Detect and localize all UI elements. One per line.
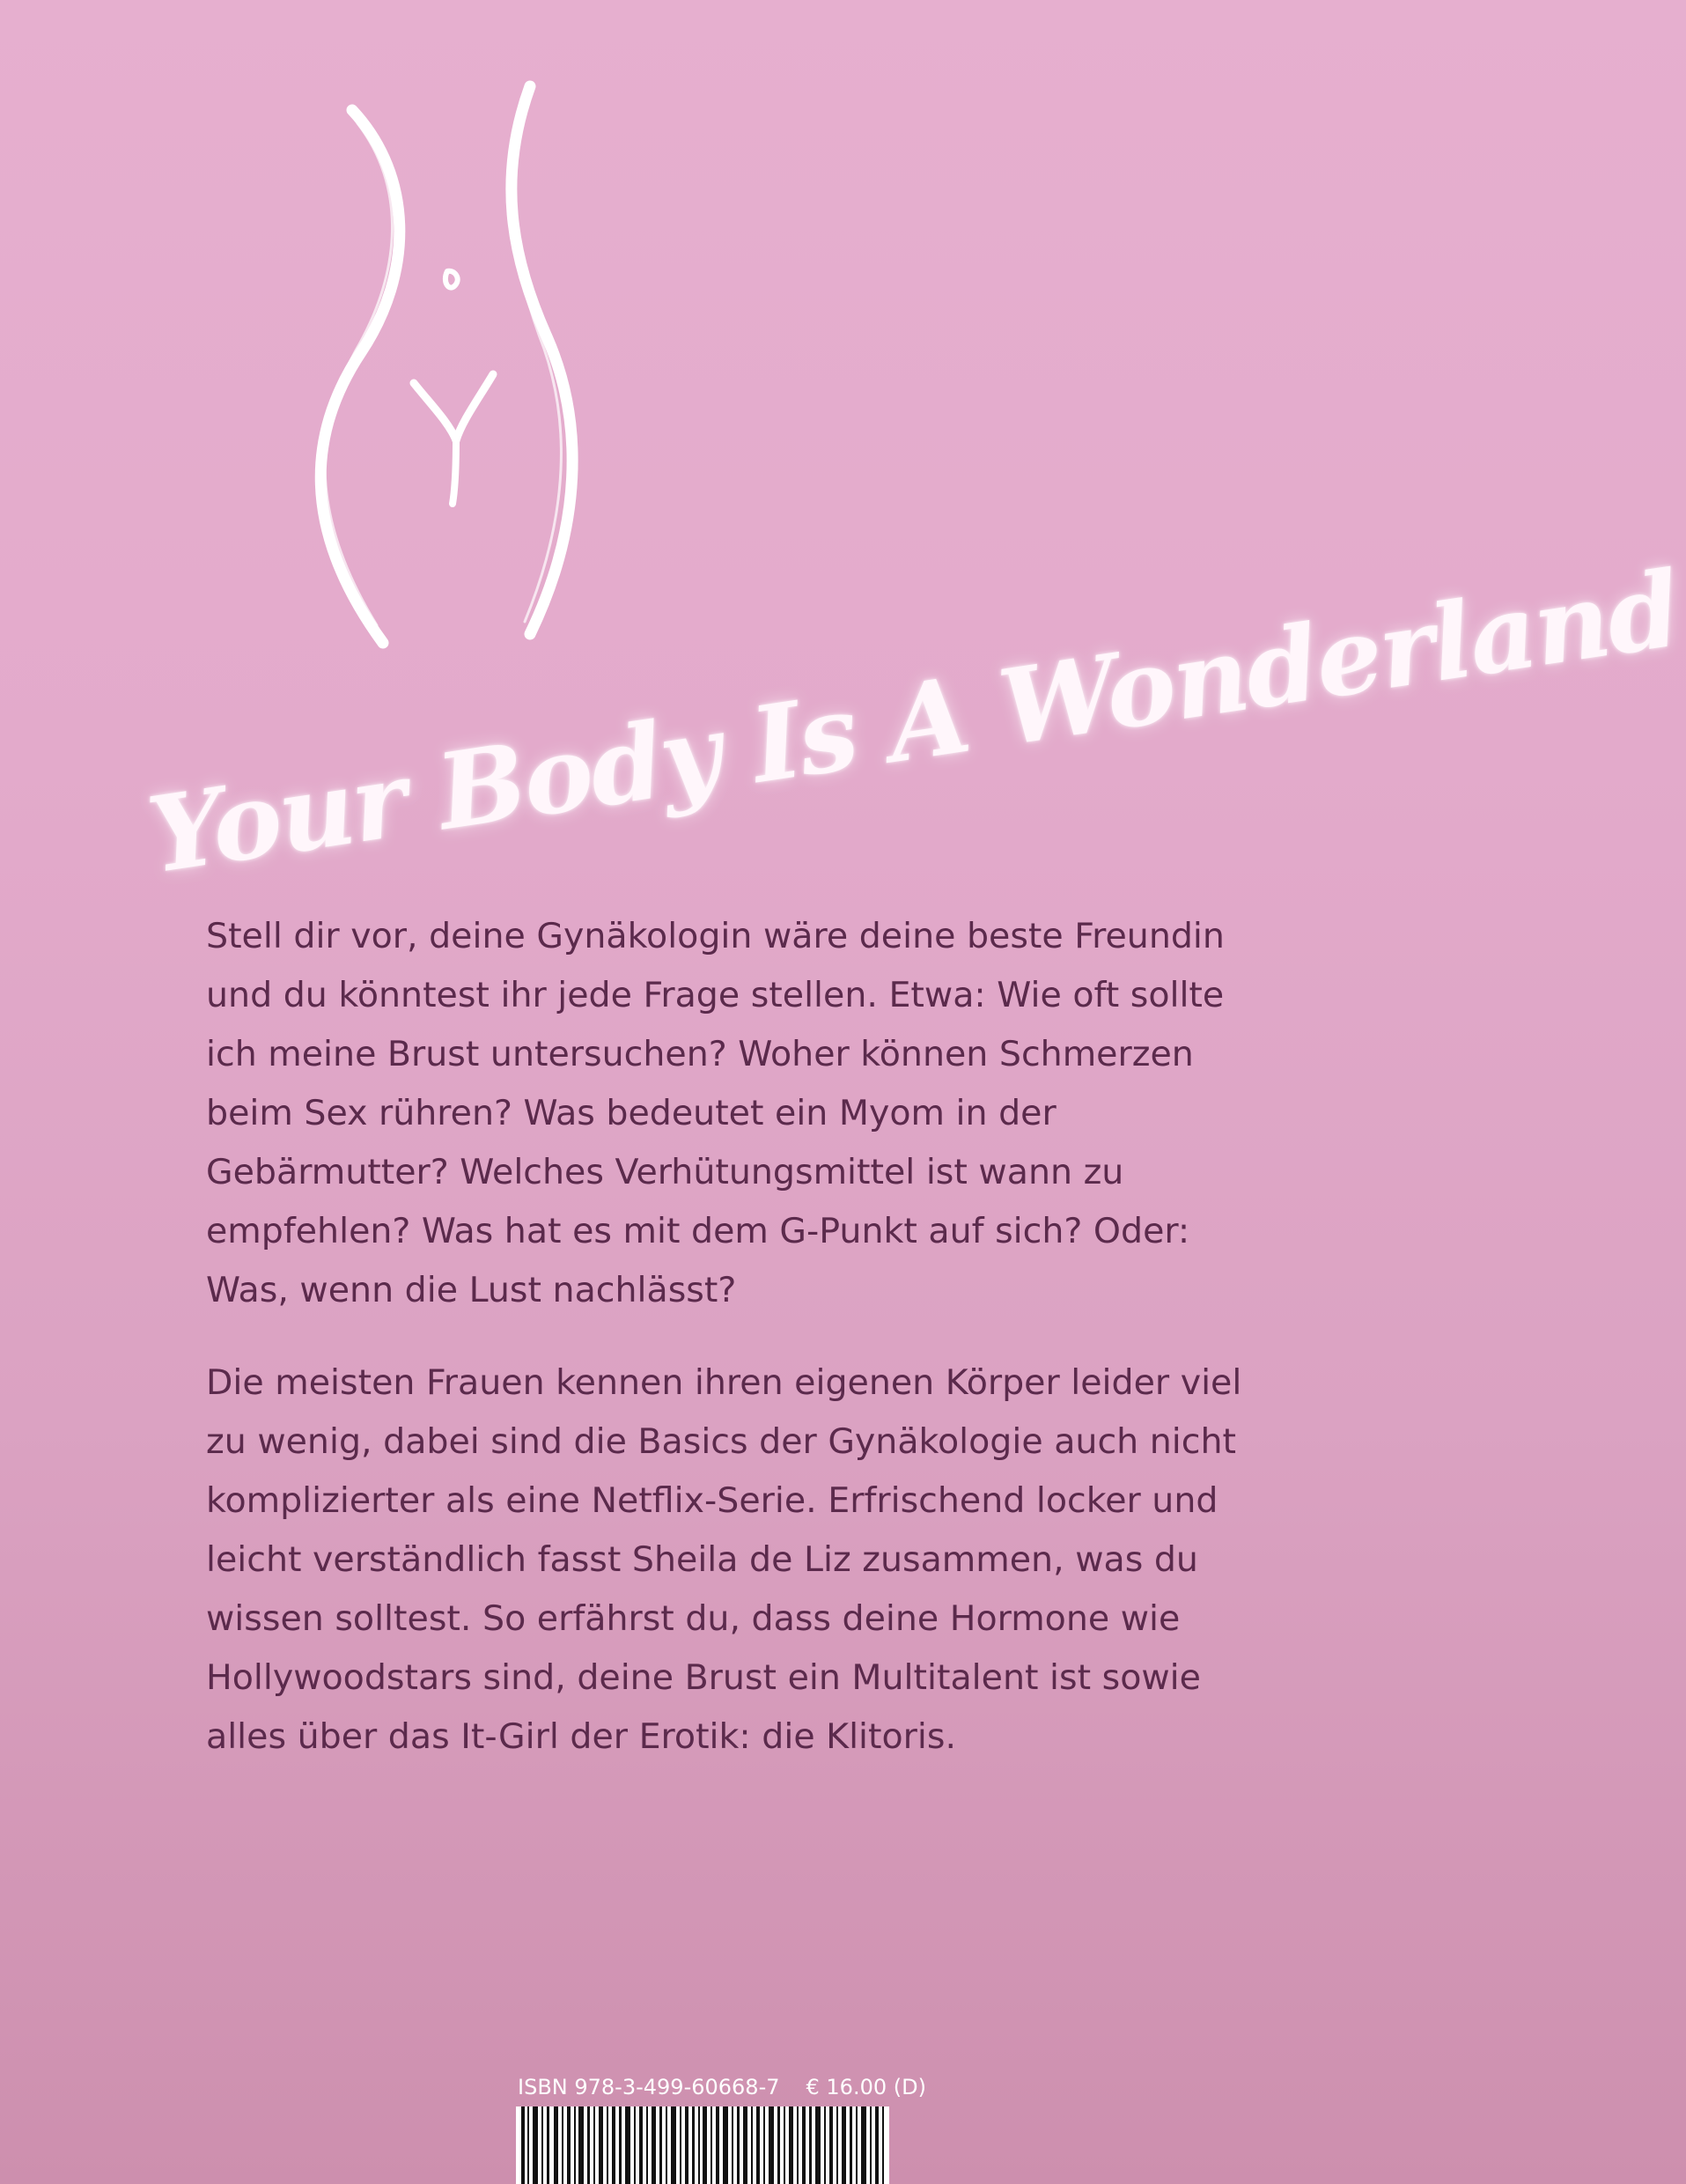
tagline-title: Your Body Is A Wonderland bbox=[140, 547, 1686, 897]
price-label: € 16.00 (D) bbox=[806, 2075, 926, 2099]
blurb-paragraph-2: Die meisten Frauen kennen ihren eigenen Körper leider viel zu wenig, dabei sind die Basics der Gynäkologie auch nicht komplizierter als eine Netflix-Serie. Erfrischend locker und leicht verständlich fasst Sheila de Liz zusammen, was du wissen solltest. So erfährst du, dass deine Hormone wie Hollywoodstars sind, deine Brust ein Multitalent ist sowie alles über das It-Girl der Erotik: die Klitoris. bbox=[206, 1362, 1242, 1757]
barcode-icon bbox=[516, 2107, 889, 2184]
isbn-price-line bbox=[518, 2075, 926, 2099]
isbn-number: ISBN 978-3-499-60668-7 bbox=[518, 2075, 780, 2099]
blurb-paragraph-1: Stell dir vor, deine Gynäkologin wäre deine beste Freundin und du könntest ihr jede Frage stellen. Etwa: Wie oft sollte ich meine Brust untersuchen? Woher können Schmerzen beim Sex rühren? Was bedeutet ein Myom in der Gebärmutter? Welches Verhütungsmittel ist wann zu empfehlen? Was hat es mit dem G-Punkt auf sich? Oder: Was, wenn die Lust nachlässt? bbox=[206, 916, 1225, 1310]
female-body-outline-icon bbox=[282, 70, 616, 669]
blurb-text bbox=[206, 907, 1245, 1800]
